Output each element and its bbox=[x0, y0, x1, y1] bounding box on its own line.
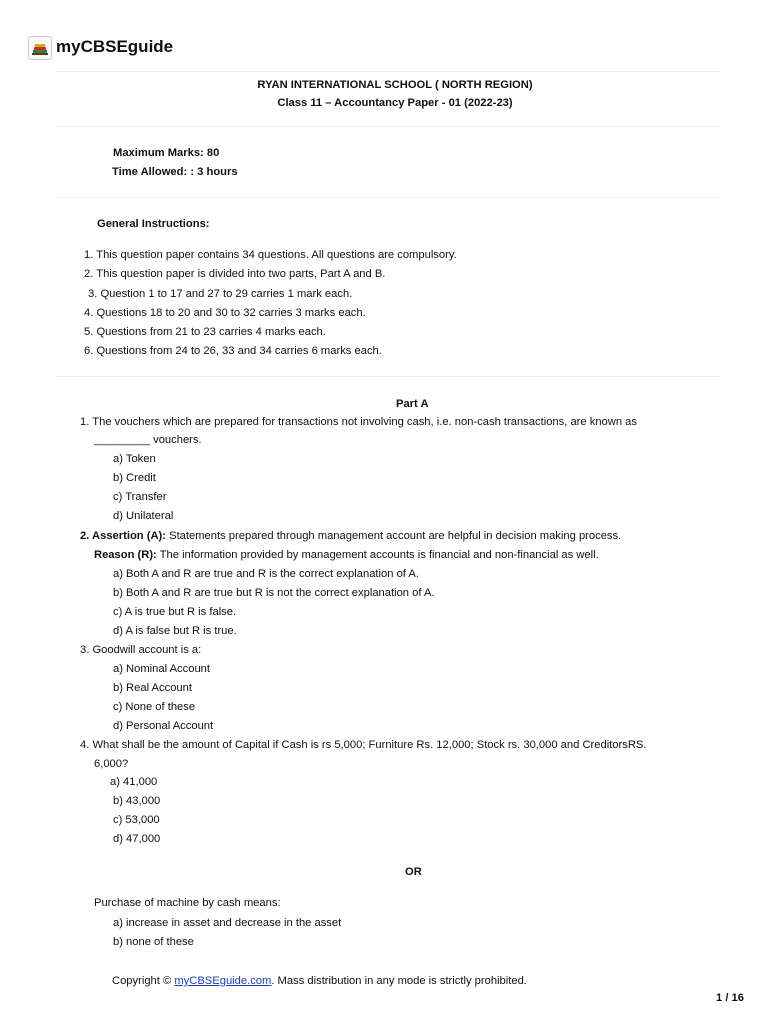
books-stack-icon bbox=[28, 36, 52, 60]
option: a) Token bbox=[113, 453, 156, 465]
reason-text: The information provided by management accounts is financial and non-financial as well. bbox=[156, 549, 599, 561]
school-name: RYAN INTERNATIONAL SCHOOL ( NORTH REGION) bbox=[257, 79, 533, 91]
option: a) 41,000 bbox=[110, 776, 158, 788]
option: d) Unilateral bbox=[113, 510, 174, 522]
or-label: OR bbox=[405, 866, 422, 878]
option: c) 53,000 bbox=[113, 814, 160, 826]
reason-label: Reason (R): bbox=[94, 549, 157, 561]
instruction-item: 6. Questions from 24 to 26, 33 and 34 carries 6 marks each. bbox=[84, 345, 382, 357]
divider bbox=[56, 126, 720, 127]
option: b) Credit bbox=[113, 472, 156, 484]
time-allowed: Time Allowed: : 3 hours bbox=[112, 166, 238, 178]
brand-name[interactable]: myCBSEguide bbox=[56, 37, 174, 56]
assertion-text: Statements prepared through management account are helpful in decision making process. bbox=[166, 530, 622, 542]
question-2-reason bbox=[94, 549, 599, 561]
option: c) A is true but R is false. bbox=[113, 606, 237, 618]
question-4-text: 4. What shall be the amount of Capital if Cash is rs 5,000; Furniture Rs. 12,000; Stock rs. 30,000 and CreditorsRS. bbox=[80, 739, 647, 751]
instruction-item: 4. Questions 18 to 20 and 30 to 32 carries 3 marks each. bbox=[84, 307, 366, 319]
option: a) Both A and R are true and R is the correct explanation of A. bbox=[113, 568, 419, 580]
instruction-item: 2. This question paper is divided into two parts, Part A and B. bbox=[84, 268, 386, 280]
option: b) Both A and R are true but R is not the correct explanation of A. bbox=[113, 587, 435, 599]
copyright-notice bbox=[112, 975, 527, 987]
instruction-item: 1. This question paper contains 34 questions. All questions are compulsory. bbox=[84, 249, 457, 261]
divider bbox=[56, 376, 720, 377]
option: a) Nominal Account bbox=[113, 663, 211, 675]
option: d) Personal Account bbox=[113, 720, 214, 732]
copyright-prefix: Copyright © bbox=[112, 975, 175, 987]
divider bbox=[56, 197, 720, 198]
instruction-item: 5. Questions from 21 to 23 carries 4 marks each. bbox=[84, 326, 326, 338]
option: c) None of these bbox=[113, 701, 196, 713]
question-1-text: _________ vouchers. bbox=[94, 434, 202, 446]
instructions-title: General Instructions: bbox=[97, 218, 210, 230]
option: b) Real Account bbox=[113, 682, 192, 694]
assertion-label: 2. Assertion (A): bbox=[80, 530, 166, 542]
copyright-link[interactable]: myCBSEguide.com bbox=[174, 975, 272, 987]
paper-title: Class 11 – Accountancy Paper - 01 (2022-23) bbox=[277, 97, 513, 109]
question-2-assertion bbox=[80, 530, 621, 542]
question-4-alt-text: Purchase of machine by cash means: bbox=[94, 897, 281, 909]
option: a) increase in asset and decrease in the asset bbox=[113, 917, 342, 929]
question-3-text: 3. Goodwill account is a: bbox=[80, 644, 202, 656]
option: c) Transfer bbox=[113, 491, 167, 503]
page-indicator: 1 / 16 bbox=[716, 992, 744, 1004]
copyright-suffix: . Mass distribution in any mode is strictly prohibited. bbox=[271, 975, 527, 987]
section-title: Part A bbox=[396, 398, 429, 410]
option: b) 43,000 bbox=[113, 795, 161, 807]
instruction-item: 3. Question 1 to 17 and 27 to 29 carries 1 mark each. bbox=[88, 288, 353, 300]
max-marks: Maximum Marks: 80 bbox=[113, 147, 220, 159]
option: d) 47,000 bbox=[113, 833, 161, 845]
divider bbox=[56, 71, 720, 72]
question-1-text: 1. The vouchers which are prepared for transactions not involving cash, i.e. non-cash transactions, are known as bbox=[80, 416, 637, 428]
option: d) A is false but R is true. bbox=[113, 625, 237, 637]
question-4-text: 6,000? bbox=[94, 758, 129, 770]
option: b) none of these bbox=[113, 936, 194, 948]
